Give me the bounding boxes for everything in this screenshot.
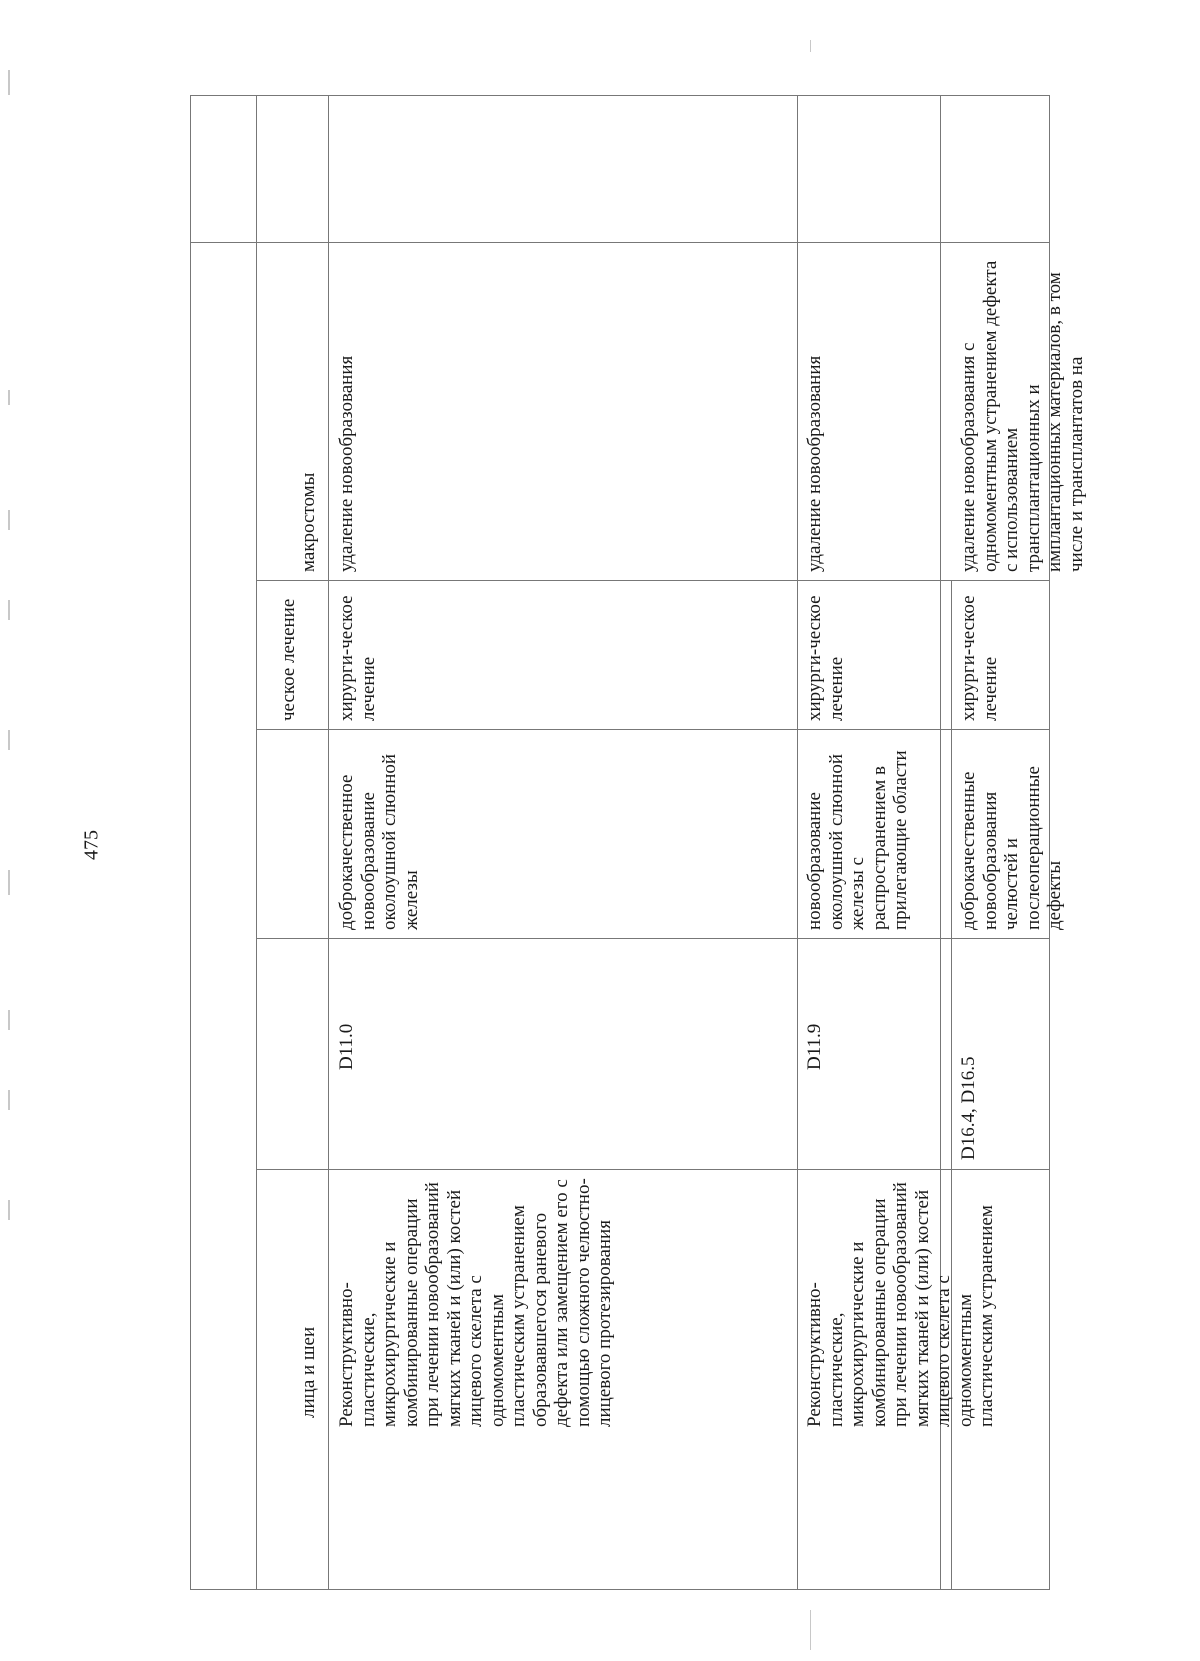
header-section: лица и шеи bbox=[298, 1326, 319, 1418]
page-number: 475 bbox=[80, 830, 103, 860]
header-method: макростомы bbox=[298, 472, 319, 572]
row2-condition: новообразование околоушной слюнной железы с распространением в прилегающие области bbox=[804, 750, 911, 930]
row1-description: Реконструктивно-пластические, микрохирургические и комбинированные операции при лечении новообразований мягких тканей и (или) костей лицевого скелета с одномоментным пластическим устранением образовавшегося раневого дефекта или замещением его с помощью сложного челюстно-лицевого протезирования bbox=[336, 1178, 615, 1427]
scan-artifact bbox=[8, 1010, 10, 1030]
row3-condition: доброкачественные новообразования челюстей и послеоперационные дефекты bbox=[958, 766, 1065, 930]
row-divider bbox=[256, 580, 1050, 581]
row-separator bbox=[328, 95, 329, 1590]
scan-artifact bbox=[8, 70, 10, 95]
rotated-table bbox=[190, 95, 1087, 1590]
row1-treatment: хирурги-ческое лечение bbox=[336, 595, 379, 721]
scan-artifact bbox=[8, 510, 10, 530]
row-separator bbox=[797, 95, 798, 1590]
table-border-left bbox=[190, 1589, 1050, 1590]
row-divider bbox=[190, 242, 1050, 243]
row1-method: удаление новообразования bbox=[336, 355, 357, 572]
header-treatment: ческое лечение bbox=[278, 598, 299, 721]
scan-artifact bbox=[8, 730, 10, 750]
col-divider bbox=[256, 95, 257, 1590]
row2-codes: D11.9 bbox=[804, 1023, 825, 1070]
row-divider bbox=[256, 729, 1050, 730]
scan-artifact bbox=[8, 870, 10, 895]
row2-method: удаление новообразования bbox=[804, 355, 825, 572]
scan-artifact bbox=[810, 1610, 811, 1650]
row3-codes: D16.4, D16.5 bbox=[958, 1056, 979, 1160]
table-border-right bbox=[190, 95, 1050, 96]
row-divider bbox=[256, 1169, 1050, 1170]
row-separator bbox=[951, 580, 952, 1590]
scan-artifact bbox=[8, 1200, 10, 1220]
row3-method: удаление новообразования с одномоментным устранением дефекта с использованием трансплантационных и имплантационных материалов, в том числе и трансплантатов на bbox=[958, 260, 1087, 572]
scan-artifact bbox=[8, 600, 10, 620]
row2-treatment: хирурги-ческое лечение bbox=[804, 595, 847, 721]
row-divider bbox=[256, 938, 1050, 939]
row3-treatment: хирурги-ческое лечение bbox=[958, 595, 1001, 721]
row2-description: Реконструктивно-пластические, микрохирургические и комбинированные операции при лечении новообразований мягких тканей и (или) костей лицевого скелета с одномоментным пластическим устранением bbox=[804, 1182, 997, 1427]
row1-codes: D11.0 bbox=[336, 1023, 357, 1070]
scan-artifact bbox=[8, 1090, 10, 1110]
row1-condition: доброкачественное новообразование околоушной слюнной железы bbox=[336, 753, 422, 930]
scan-artifact bbox=[810, 40, 811, 52]
scan-artifact bbox=[8, 390, 10, 405]
table-border-top bbox=[190, 95, 191, 1590]
